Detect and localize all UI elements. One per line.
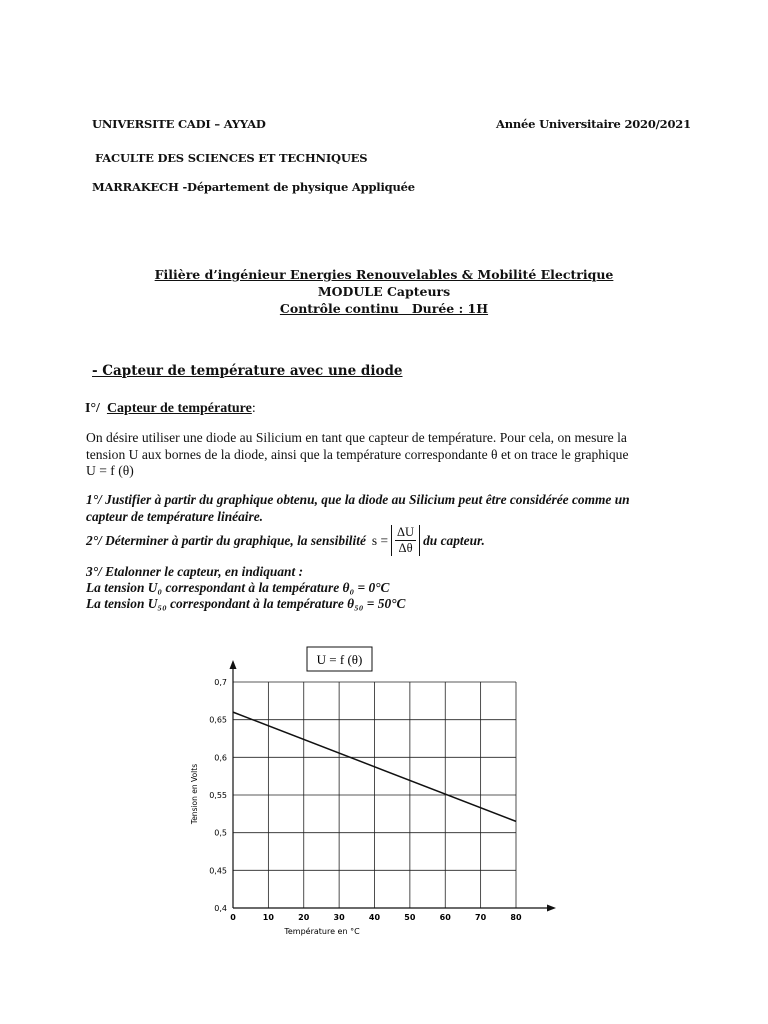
- intro-line: U = f (θ): [86, 463, 134, 478]
- x-tick-label: 80: [510, 913, 522, 922]
- y-tick-label: 0,45: [209, 866, 227, 876]
- sensitivity-symbol: s =: [371, 532, 389, 548]
- x-tick-label: 30: [333, 913, 345, 922]
- module-title: MODULE Capteurs: [317, 284, 451, 299]
- question-3-line-3: La tension U₅₀ correspondant à la température θ₅₀ = 50°C: [86, 596, 406, 611]
- chart-title: U = f (θ): [316, 652, 363, 667]
- part-title-suffix: :: [251, 401, 256, 416]
- chart-ticks: [209, 678, 522, 922]
- question-1-line-1: 1°/ Justifier à partir du graphique obtenu, que la diode au Silicium peut être considérée comme un: [86, 492, 630, 507]
- question-1-line-2: capteur de température linéaire.: [86, 509, 264, 524]
- y-tick-label: 0,6: [214, 753, 227, 763]
- question-2-end: du capteur.: [423, 532, 485, 548]
- department-name: MARRAKECH -Département de physique Appliquée: [92, 180, 415, 194]
- intro-line: On désire utiliser une diode au Silicium en tant que capteur de température. Pour cela, on mesure la: [86, 430, 627, 445]
- part-title: Capteur de température: [106, 401, 252, 416]
- x-tick-label: 10: [262, 913, 274, 922]
- y-tick-label: 0,5: [214, 828, 227, 838]
- x-tick-label: 20: [298, 913, 310, 922]
- intro-line: tension U aux bornes de la diode, ainsi que la température correspondante θ et on trace le graphique: [86, 446, 629, 462]
- x-tick-label: 0: [230, 913, 236, 922]
- exam-info: Contrôle continu Durée : 1H: [279, 301, 489, 316]
- academic-year: Année Universitaire 2020/2021: [496, 117, 691, 131]
- x-tick-label: 40: [368, 913, 381, 922]
- chart-axes: [230, 660, 557, 912]
- x-tick-label: 70: [475, 913, 487, 922]
- formula-denominator: Δθ: [398, 541, 413, 555]
- y-tick-label: 0,55: [209, 791, 227, 800]
- x-axis-label: Température en °C: [284, 927, 360, 936]
- x-tick-label: 50: [404, 913, 416, 922]
- question-3-line-1: 3°/ Etalonner le capteur, en indiquant :: [86, 564, 304, 579]
- chart-grid: [233, 682, 516, 908]
- y-tick-label: 0,4: [214, 904, 227, 913]
- y-axis-arrow: [230, 660, 237, 669]
- program-title: Filière d’ingénieur Energies Renouvelables & Mobilité Electrique: [154, 267, 614, 282]
- formula-numerator: ΔU: [397, 525, 415, 539]
- y-tick-label: 0,7: [214, 678, 227, 687]
- x-tick-label: 60: [439, 913, 451, 922]
- y-axis-label: Tension en Volts: [190, 763, 199, 825]
- y-tick-label: 0,65: [209, 715, 227, 725]
- faculty-name: FACULTE DES SCIENCES ET TECHNIQUES: [95, 151, 368, 165]
- section-title: - Capteur de température avec une diode: [92, 363, 403, 379]
- university-name: UNIVERSITE CADI – AYYAD: [92, 117, 266, 131]
- question-2-text: 2°/ Déterminer à partir du graphique, la sensibilité: [86, 532, 366, 548]
- x-axis-arrow: [547, 905, 556, 912]
- question-3-line-2: La tension U₀ correspondant à la température θ₀ = 0°C: [86, 580, 390, 595]
- part-number: I°/: [85, 401, 100, 416]
